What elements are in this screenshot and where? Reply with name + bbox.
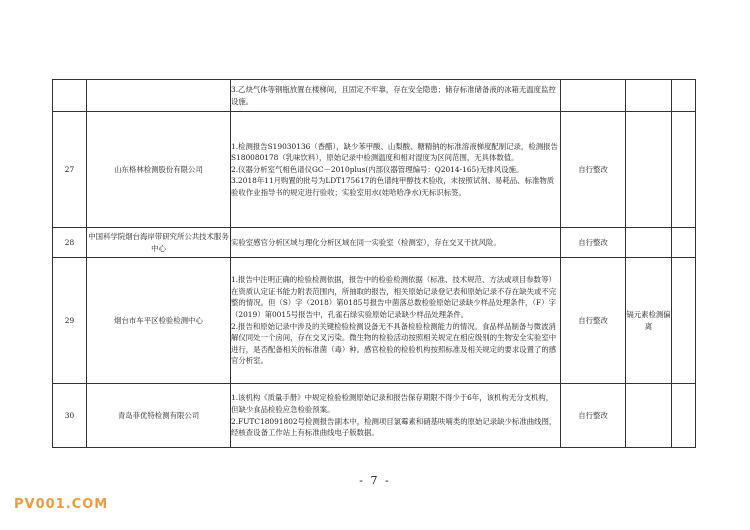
issue-text: 1.检测报告S19030136（香醋），缺少苯甲酸、山梨酸、糖精钠的标准溶液梯度配制记录，检测报告S180080178（乳味饮料），原始记录中检测温度和相对湿度为区间范围，无具体数值。	[231, 141, 558, 163]
table-body	[53, 80, 696, 448]
remark	[626, 80, 672, 112]
organization-name: 山东格林检测股份有限公司	[87, 112, 231, 228]
issues-cell	[231, 80, 561, 112]
issue-text: 2.仪器分析室气相色谱仪GC－2010plus(内部仪器管理编号：Q2014-165)无排风设施。	[231, 164, 524, 174]
row-number: 28	[53, 228, 87, 258]
row-number: 29	[53, 258, 87, 384]
rectification-status: 自行整改	[561, 258, 626, 384]
site-watermark: PV001.COM	[14, 497, 109, 512]
issue-text: 3.乙炔气体等钢瓶放置在楼梯间，且固定不牢靠，存在安全隐患；储存标准储备液的冰箱无温度监控设施。	[231, 84, 556, 106]
remark: 镉元素检测偏离	[626, 258, 672, 384]
row-number: 27	[53, 112, 87, 228]
table-row	[53, 112, 696, 228]
empty-cell	[672, 112, 696, 228]
rectification-status: 自行整改	[561, 228, 626, 258]
rectification-status: 自行整改	[561, 112, 626, 228]
page-number: - 7 -	[359, 474, 391, 487]
issues-cell	[231, 228, 561, 258]
organization-name: 青岛菲优特检测有限公司	[87, 384, 231, 448]
remark	[626, 384, 672, 448]
organization-name	[87, 80, 231, 112]
empty-cell	[672, 258, 696, 384]
table-row	[53, 80, 696, 112]
remark	[626, 228, 672, 258]
issue-text: 2.报告和原始记录中涉及的关键检验检测设备无不具备检验检测能力的情况。食品样品制备与微波消解仪同处一个房间，存在交叉污染。微生物的检验活动按照相关规定在相应级别的生物安全实验室中进行，是否配备相关的标准菌（毒）种。感官检验的检验机构按照标准及相关规定的要求设置了的感官分析室。	[231, 321, 557, 366]
organization-name: 中国科学院烟台海岸带研究所公共技术服务中心	[87, 228, 231, 258]
organization-name: 烟台市车平区检验检测中心	[87, 258, 231, 384]
table-row	[53, 228, 696, 258]
issue-text: 1.该机构《质量手册》中规定检验检测原始记录和报告保存期限不得少于6年，该机构无分支机构，但缺少食品检验应急检验预案。	[231, 393, 554, 414]
rectification-status	[561, 80, 626, 112]
row-number	[53, 80, 87, 112]
issue-text: 1.报告中注明正确的检验检测依据，报告中的检验检测依据（标准、技术规范、方法或项目参数等）在资质认定证书能力附表范围内，所抽取的报告，相关原始记录登记表和原始记录不存在缺失或不完整的情况。但（S）字（2018）第0185号报告中菌落总数检验原始记录缺少样品处理条件，（F）字（2019）第0015号报告中，孔雀石绿实验原始记录缺少样品处理条件。	[231, 275, 557, 319]
table-row	[53, 384, 696, 448]
issue-text: 2.FUTC18091802号检测报告副本中，检测项目氯霉素和硝基呋喃类的原始记录缺少标准曲线图，经核查设备工作站上有标准曲线电子版数据。	[231, 416, 557, 438]
table-row	[53, 258, 696, 384]
issues-cell	[231, 384, 561, 448]
issue-text: 实验室感官分析区域与理化分析区域在同一实验室（检测室），存在交叉干扰风险。	[231, 237, 501, 247]
empty-cell	[672, 80, 696, 112]
issue-text: 3.2018年11月购置的批号为LDT175617的色谱纯甲醇技术验收，未按照试剂、易耗品、标准物质验收作业指导书的规定进行验收；实验室用水(娃哈哈净水)无标识标签。	[231, 176, 555, 197]
empty-cell	[672, 384, 696, 448]
empty-cell	[672, 228, 696, 258]
issues-cell	[231, 112, 561, 228]
inspection-table	[52, 79, 696, 448]
rectification-status: 自行整改	[561, 384, 626, 448]
remark	[626, 112, 672, 228]
issues-cell	[231, 258, 561, 384]
row-number: 30	[53, 384, 87, 448]
